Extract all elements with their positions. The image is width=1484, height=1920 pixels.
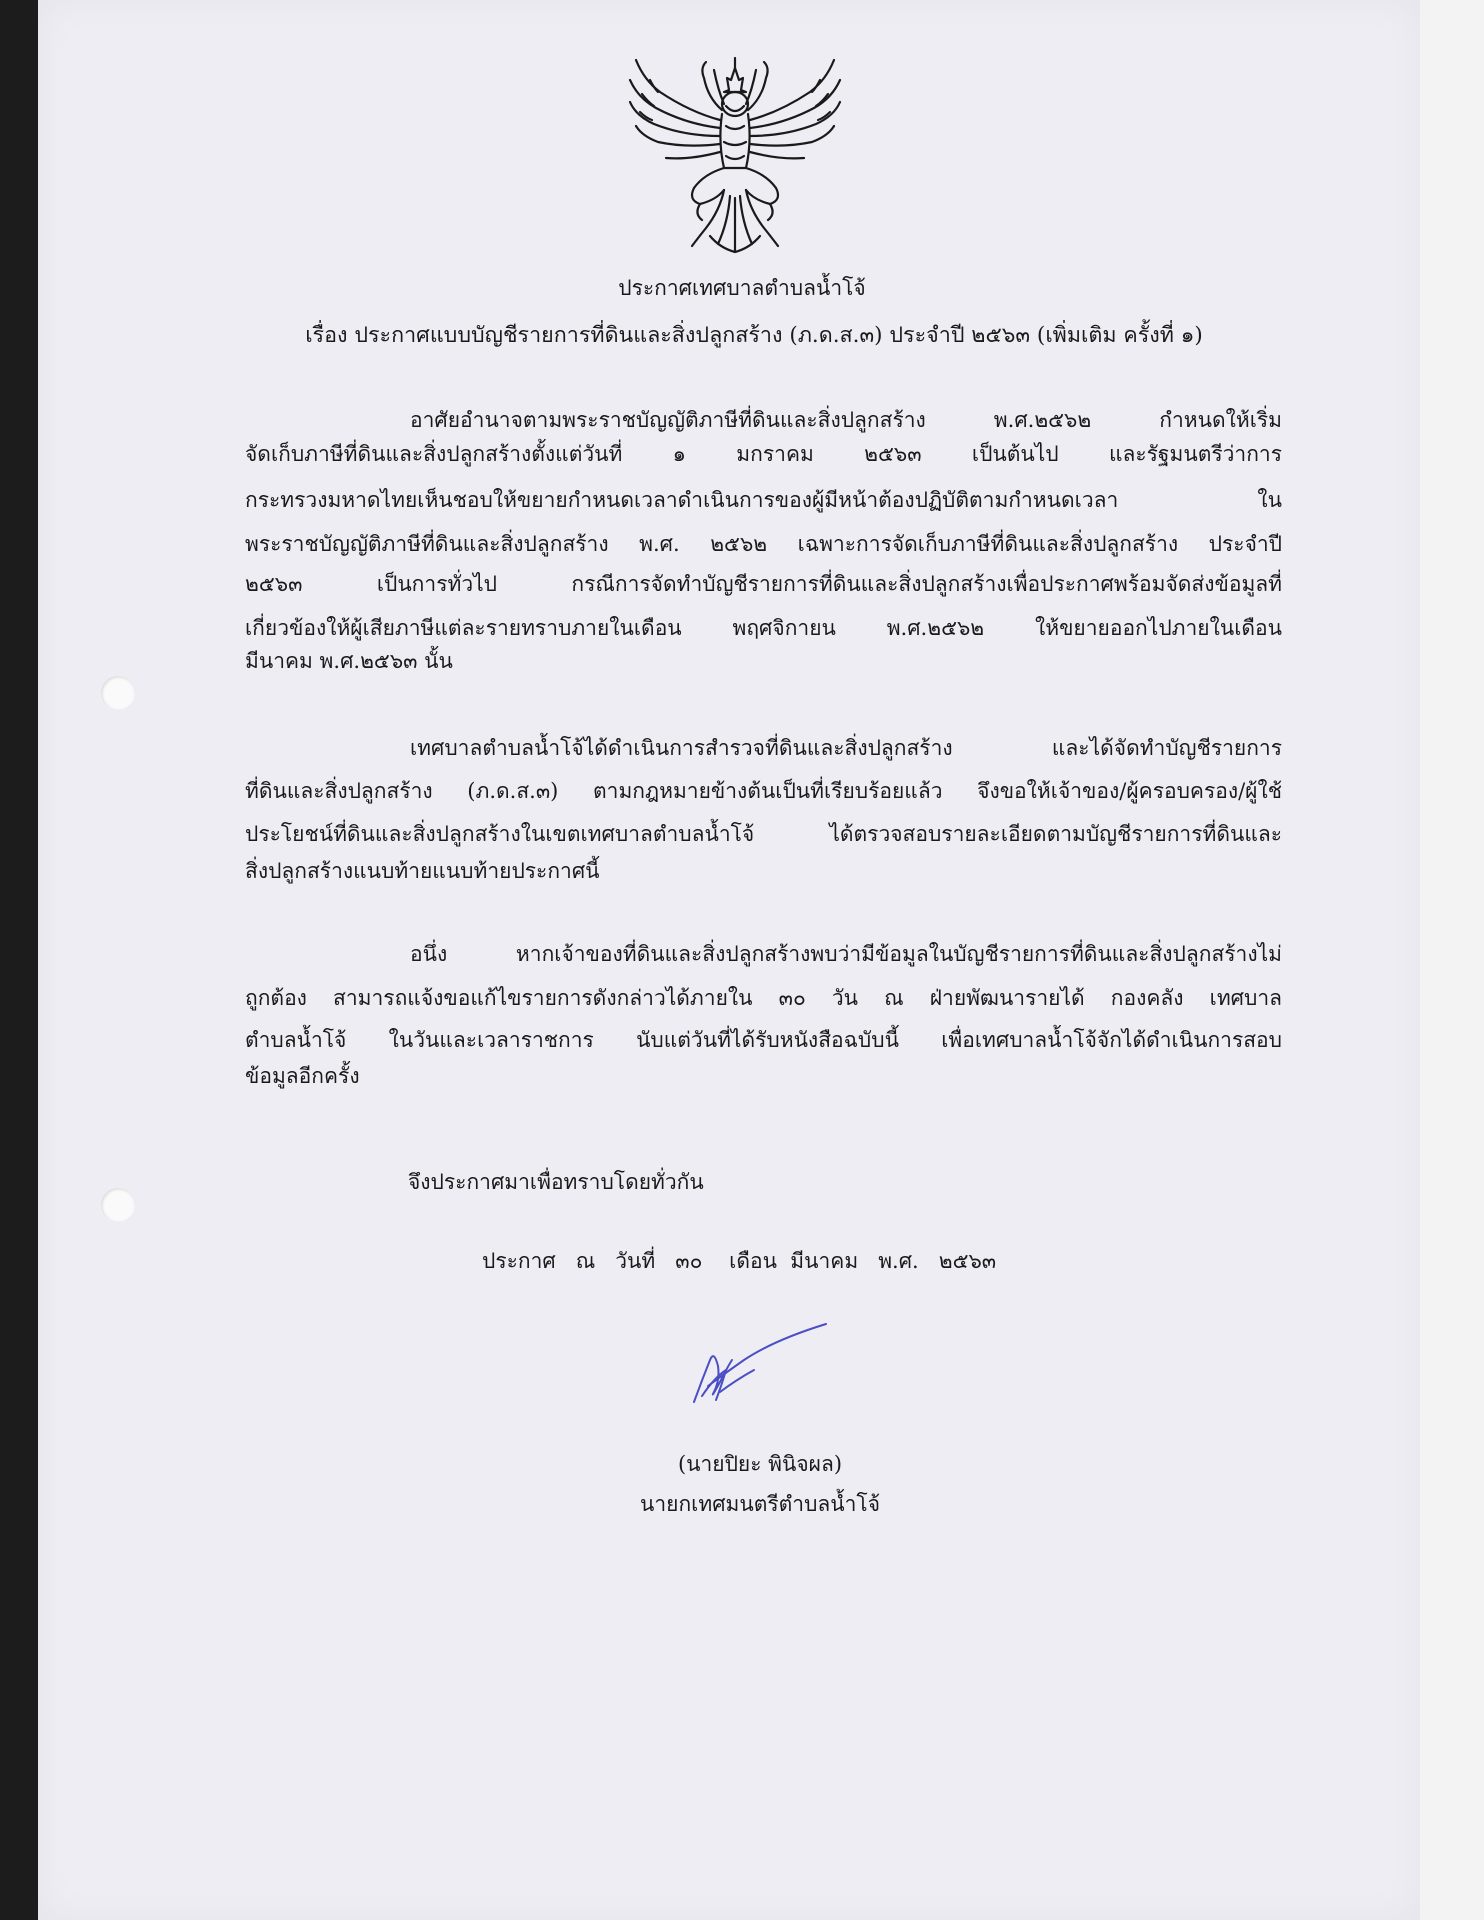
closing-line: จึงประกาศมาเพื่อทราบโดยทั่วกัน (408, 1170, 704, 1194)
punch-hole (101, 676, 135, 710)
punch-hole (101, 1188, 135, 1222)
document-subject: เรื่อง ประกาศแบบบัญชีรายการที่ดินและสิ่งปลูกสร้าง (ภ.ด.ส.๓) ประจำปี ๒๕๖๓ (เพิ่มเติม ครั้งที่ ๑) (305, 323, 1203, 348)
paragraph-line: สิ่งปลูกสร้างแนบท้ายแนบท้ายประกาศนี้ (245, 859, 600, 883)
paragraph-line: อนึ่ง หากเจ้าของที่ดินและสิ่งปลูกสร้างพบว่ามีข้อมูลในบัญชีรายการที่ดินและสิ่งปลูกสร้างไม่ (410, 942, 1282, 966)
paragraph-line: ๒๕๖๓ เป็นการทั่วไป กรณีการจัดทำบัญชีรายการที่ดินและสิ่งปลูกสร้างเพื่อประกาศพร้อมจัดส่งข้อมูลที่ (245, 572, 1282, 596)
paragraph-line: ที่ดินและสิ่งปลูกสร้าง (ภ.ด.ส.๓) ตามกฎหมายข้างต้นเป็นที่เรียบร้อยแล้ว จึงขอให้เจ้าของ/ผู้ครอบครอง/ผู้ใช้ (245, 779, 1282, 803)
signature-icon (684, 1320, 834, 1410)
paragraph-line: เกี่ยวข้องให้ผู้เสียภาษีแต่ละรายทราบภายในเดือน พฤศจิกายน พ.ศ.๒๕๖๒ ให้ขยายออกไปภายในเดือน (245, 616, 1282, 640)
paragraph-line: ถูกต้อง สามารถแจ้งขอแก้ไขรายการดังกล่าวได้ภายใน ๓๐ วัน ณ ฝ่ายพัฒนารายได้ กองคลัง เทศบาล (245, 986, 1282, 1010)
signatory-position: นายกเทศมนตรีตำบลน้ำโจ้ (640, 1492, 880, 1516)
paragraph-line: พระราชบัญญัติภาษีที่ดินและสิ่งปลูกสร้าง พ.ศ. ๒๕๖๒ เฉพาะการจัดเก็บภาษีที่ดินและสิ่งปลูกสร้าง ประจำปี (245, 532, 1282, 556)
paragraph-line: ตำบลน้ำโจ้ ในวันและเวลาราชการ นับแต่วันที่ได้รับหนังสือฉบับนี้ เพื่อเทศบาลน้ำโจ้จักได้ดำเนินการสอบ (245, 1028, 1282, 1052)
garuda-emblem-icon (620, 50, 850, 260)
scan-margin (1420, 0, 1484, 1920)
paragraph-line: ประโยชน์ที่ดินและสิ่งปลูกสร้างในเขตเทศบาลตำบลน้ำโจ้ ได้ตรวจสอบรายละเอียดตามบัญชีรายการที่ดินและ (245, 822, 1282, 846)
paragraph-line: กระทรวงมหาดไทยเห็นชอบให้ขยายกำหนดเวลาดำเนินการของผู้มีหน้าต้องปฏิบัติตามกำหนดเวลา ใน (245, 488, 1282, 512)
date-line: ประกาศ ณ วันที่ ๓๐ เดือน มีนาคม พ.ศ. ๒๕๖๓ (482, 1249, 997, 1273)
paragraph-line: อาศัยอำนาจตามพระราชบัญญัติภาษีที่ดินและสิ่งปลูกสร้าง พ.ศ.๒๕๖๒ กำหนดให้เริ่ม (410, 408, 1282, 432)
paragraph-line: ข้อมูลอีกครั้ง (245, 1064, 360, 1088)
document-title: ประกาศเทศบาลตำบลน้ำโจ้ (618, 276, 866, 300)
paragraph-line: มีนาคม พ.ศ.๒๕๖๓ นั้น (245, 649, 453, 673)
signatory-name: (นายปิยะ พินิจผล) (677, 1452, 843, 1476)
paragraph-line: เทศบาลตำบลน้ำโจ้ได้ดำเนินการสำรวจที่ดินและสิ่งปลูกสร้าง และได้จัดทำบัญชีรายการ (410, 736, 1282, 760)
paragraph-line: จัดเก็บภาษีที่ดินและสิ่งปลูกสร้างตั้งแต่วันที่ ๑ มกราคม ๒๕๖๓ เป็นต้นไป และรัฐมนตรีว่าการ (245, 442, 1282, 466)
